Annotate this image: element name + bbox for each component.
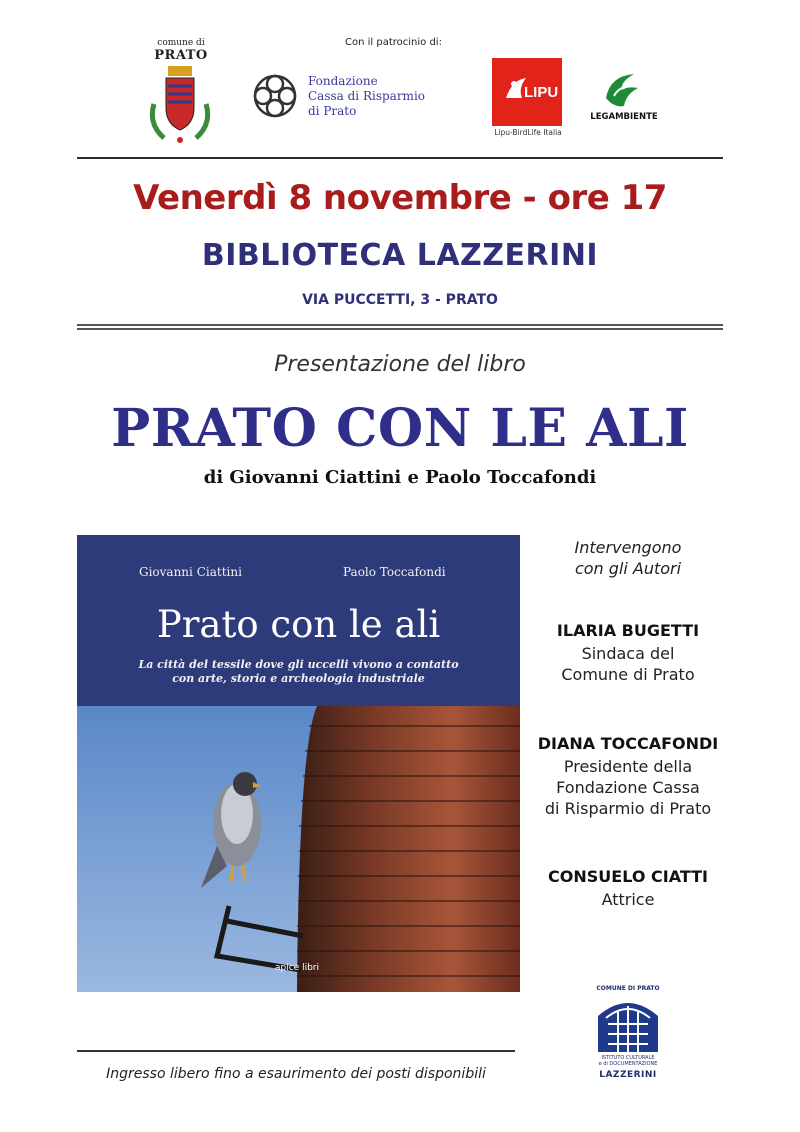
- speaker-role-line: Sindaca del: [581, 644, 675, 663]
- speaker-role-line: di Risparmio di Prato: [544, 799, 712, 818]
- lazzerini-sub-label: [588, 1055, 668, 1067]
- fondazione-line: di Prato: [308, 104, 357, 118]
- speaker-2: [528, 734, 728, 819]
- lipu-text: LIPU: [524, 84, 559, 101]
- fondazione-name: [308, 74, 425, 119]
- speakers-intro-line: Intervengono: [574, 538, 682, 557]
- book-cover: [77, 535, 520, 992]
- book-title: PRATO CON LE ALI: [111, 398, 689, 459]
- cover-subtitle-line: con arte, storia e archeologia industriale: [172, 672, 425, 685]
- speakers-intro: [528, 537, 728, 579]
- fondazione-line: Fondazione: [308, 74, 378, 88]
- lazzerini-top-label: COMUNE DI PRATO: [596, 985, 660, 992]
- lazzerini-logo-icon: [594, 994, 662, 1054]
- speakers-intro-line: con gli Autori: [574, 559, 682, 578]
- comune-name: PRATO: [154, 48, 208, 63]
- cover-subtitle: [97, 658, 500, 686]
- fondazione-logo-icon: [251, 70, 299, 122]
- legambiente-text: LEGAMBIENTE: [590, 112, 658, 122]
- prato-crest-icon: [144, 64, 216, 146]
- speaker-role-line: Comune di Prato: [561, 665, 695, 684]
- lipu-logo: [492, 58, 562, 126]
- event-date: Venerdì 8 novembre - ore 17: [133, 178, 667, 218]
- cover-header: [77, 535, 520, 706]
- legambiente-logo-icon: [600, 68, 644, 112]
- speaker-name: DIANA TOCCAFONDI: [537, 734, 719, 753]
- lazzerini-sub-line: e di DOCUMENTAZIONE: [598, 1061, 658, 1067]
- cover-title: Prato con le ali: [156, 603, 441, 646]
- speaker-3: [528, 867, 728, 910]
- lazzerini-name: LAZZERINI: [599, 1070, 657, 1080]
- lazzerini-sub-line: ISTITUTO CULTURALE: [601, 1055, 655, 1061]
- cover-subtitle-line: La città del tessile dove gli uccelli vivono a contatto: [138, 658, 459, 671]
- footer-divider: [77, 1050, 515, 1052]
- cover-author-2: Paolo Toccafondi: [343, 565, 446, 579]
- event-address: VIA PUCCETTI, 3 - PRATO: [302, 292, 498, 308]
- cover-author-1: Giovanni Ciattini: [139, 565, 242, 579]
- patrocinio-label: Con il patrocinio di:: [345, 37, 442, 48]
- book-authors: di Giovanni Ciattini e Paolo Toccafondi: [203, 467, 597, 488]
- fondazione-line: Cassa di Risparmio: [308, 89, 425, 103]
- footer-note: Ingresso libero fino a esaurimento dei posti disponibili: [106, 1066, 486, 1082]
- divider-middle-2: [77, 328, 723, 330]
- speaker-name: ILARIA BUGETTI: [556, 621, 700, 640]
- lipu-caption: Lipu-BirdLife Italia: [494, 128, 562, 137]
- divider-top: [77, 157, 723, 159]
- speaker-role-line: Presidente della: [563, 757, 693, 776]
- falcon-tower-photo: [77, 706, 520, 992]
- speaker-role-line: Fondazione Cassa: [556, 778, 700, 797]
- speaker-1: [528, 621, 728, 685]
- speaker-name: CONSUELO CIATTI: [548, 867, 708, 886]
- book-intro: Presentazione del libro: [274, 352, 526, 377]
- cover-publisher: apice libri: [275, 963, 319, 973]
- event-venue: BIBLIOTECA LAZZERINI: [201, 238, 599, 273]
- comune-label: comune di: [157, 38, 205, 48]
- speaker-role-line: Attrice: [601, 890, 655, 909]
- divider-middle: [77, 324, 723, 326]
